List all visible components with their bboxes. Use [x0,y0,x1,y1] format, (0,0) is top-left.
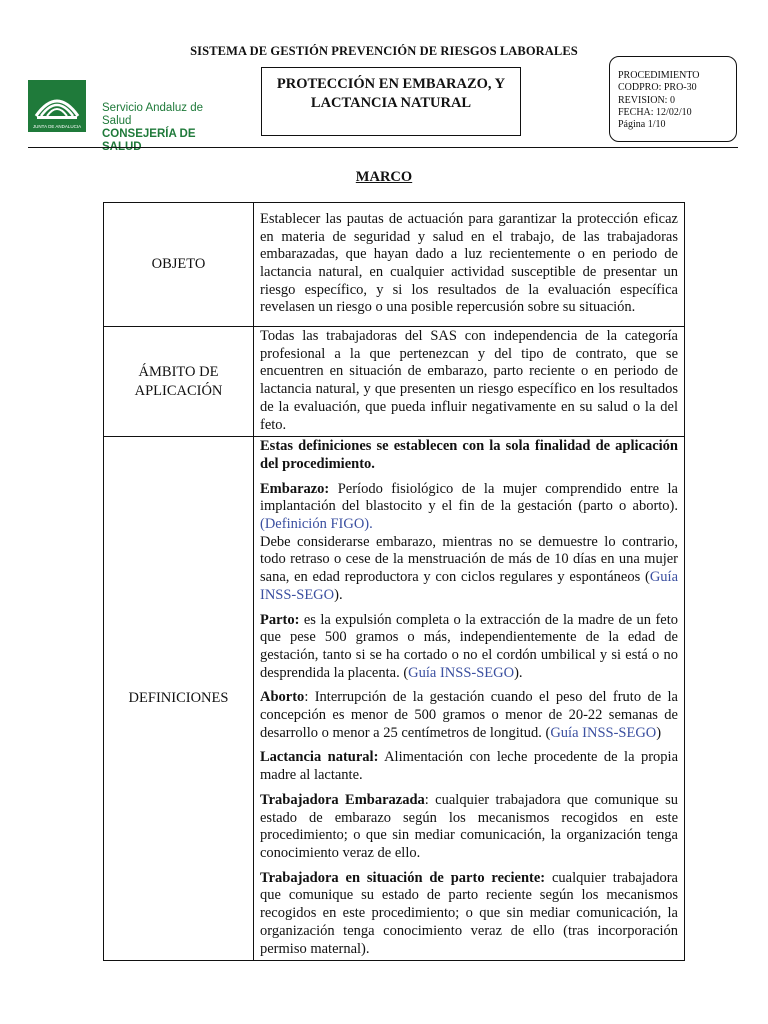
row-label-ambito [104,327,254,437]
procedure-label: PROCEDIMIENTO [618,70,700,81]
row-text-definiciones [254,437,685,961]
logo-line2: CONSEJERÍA DE SALUD [102,128,196,153]
sas-logo [28,80,228,153]
def-aborto: Aborto: Interrupción de la gestación cuando el peso del fruto de la concepción es menor de 500 gramos o menor de 20-22 semanas de desarrollo o menor a 25 centímetros de longitud. (Guía INSS-SEGO) [260,689,678,741]
procedure-info-box [609,56,737,142]
logo-line1: Servicio Andaluz de Salud [102,102,204,127]
definitions-intro: Estas definiciones se establecen con la sola finalidad de aplicación del procedimiento. [260,438,678,472]
pagina: Página 1/10 [618,119,666,131]
doc-title-line2: LACTANCIA NATURAL [310,95,472,111]
row-text-ambito: Todas las trabajadoras del SAS con independencia de la categoría profesional a la que pertenezcan y del tipo de contrato, que se encuentren en situación de embarazo, parto reciente o en periodo de lactancia natural, y que presenten un riesgo específico en los resultados de la evaluación, que pueda influir negativamente en su salud o la del feto. [254,327,685,437]
table-row [104,437,685,961]
doc-title-line1: PROTECCIÓN EN EMBARAZO, Y [276,76,506,92]
ref-inss-sego: Guía INSS-SEGO [260,569,678,603]
def-trabajadora-parto-reciente: Trabajadora en situación de parto reciente: cualquier trabajadora que comunique su estado de parto reciente según los mecanismos recogidos en este procedimiento; o que sin mediar comunicación, la organización tenga conocimiento veraz de ello (tras incorporación permiso maternal). [260,869,678,957]
system-title: SISTEMA DE GESTIÓN PREVENCIÓN DE RIESGOS LABORALES [190,44,578,58]
ambito-label-line1: ÁMBITO DE [138,363,219,380]
table-row [104,327,685,437]
fecha: FECHA: 12/02/10 [618,106,692,118]
document-title-box [261,67,521,136]
revision: REVISION: 0 [618,94,675,106]
row-label-objeto: OBJETO [104,203,254,327]
header-divider [28,147,738,148]
ref-inss-sego: Guía INSS-SEGO [408,664,515,681]
row-text-objeto: Establecer las pautas de actuación para garantizar la protección eficaz en materia de seguridad y salud en el trabajo, de las trabajadoras embarazadas, que hayan dado a luz recientemente o en periodo de lactancia natural, en cualquier actividad susceptible de presentar un riesgo específico, y si los resultados de la evaluación específica revelasen un riesgo o una posible repercusión sobre su situación. [254,203,685,327]
ref-figo: (Definición FIGO). [260,516,373,533]
codpro: CODPRO: PRO-30 [618,82,697,94]
row-label-definiciones: DEFINICIONES [104,437,254,961]
def-parto: Parto: es la expulsión completa o la extracción de la madre de un feto que pese 500 gramos o más, independientemente de la edad de gestación, tanto si se ha cortado o no el cordón umbilical y si está o no desprendida la placenta. (Guía INSS-SEGO). [260,611,678,681]
def-trabajadora-embarazada: Trabajadora Embarazada: cualquier trabajadora que comunique su estado de embarazo según los mecanismos recogidos en este procedimiento; o que sin mediar comunicación, la organización tenga conocimiento veraz de ello. [260,791,678,861]
marco-table [103,202,685,961]
table-row [104,203,685,327]
def-embarazo: Embarazo: Período fisiológico de la mujer comprendido entre la implantación del blastocito y el fin de la gestación (parto o aborto).(Definición FIGO). Debe considerarse embarazo, mientras no se demuestre lo contrario, todo retraso o cese de la menstruación de más de 10 días en una mujer sana, en edad reproductora y con ciclos regulares y espontáneos (Guía INSS-SEGO). [260,480,678,603]
def-lactancia: Lactancia natural: Alimentación con leche procedente de la propia madre al lactante. [260,749,679,784]
ambito-label-line2: APLICACIÓN [134,382,223,399]
junta-andalucia-emblem-icon [28,80,86,132]
emblem-caption: JUNTA DE ANDALUCIA [32,124,82,129]
section-title: MARCO [355,169,413,185]
ref-inss-sego: Guía INSS-SEGO [550,724,657,741]
